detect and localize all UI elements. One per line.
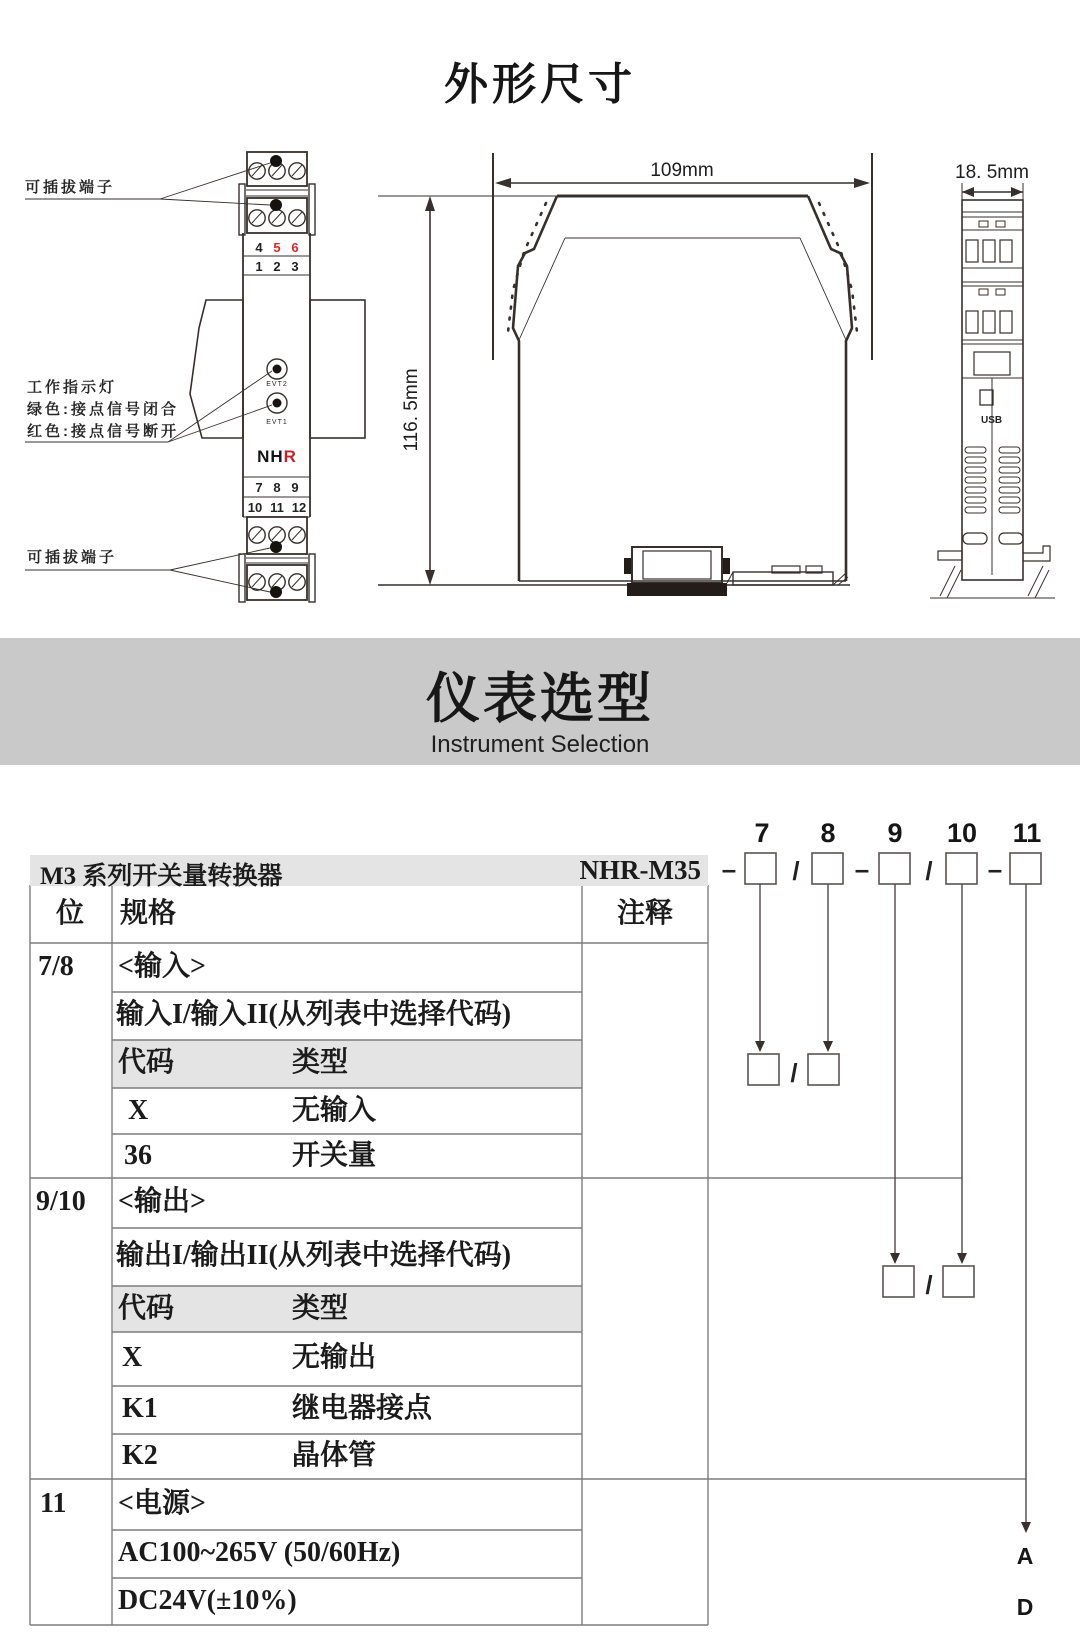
indicator-label-line2: 绿色:接点信号闭合	[27, 401, 179, 418]
digit-label-10: 10	[946, 818, 978, 848]
code-value: K1	[122, 1393, 158, 1424]
digit-label-8: 8	[820, 818, 836, 848]
sub-code-boxes	[748, 1054, 974, 1297]
terminal-numbers-top	[255, 240, 298, 274]
banner-title: 仪表选型	[426, 669, 654, 729]
screw-terminal-icon	[249, 210, 305, 226]
code-separator: /	[925, 856, 933, 886]
code-header: 代码	[118, 1293, 175, 1324]
usb-port	[980, 390, 1002, 426]
power-option: AC100~265V (50/60Hz)	[118, 1537, 401, 1568]
code-separator: /	[792, 856, 800, 886]
page-title: 外形尺寸	[444, 60, 636, 109]
svg-text:116. 5mm: 116. 5mm	[401, 368, 422, 452]
code-separator: –	[721, 854, 737, 884]
power-code-d: D	[1016, 1594, 1034, 1620]
svg-text:3: 3	[291, 259, 299, 274]
screw-terminal-icon	[249, 527, 305, 543]
svg-text:18. 5mm: 18. 5mm	[955, 162, 1029, 183]
indicator-label-line1: 工作指示灯	[27, 379, 118, 396]
digit-label-11: 11	[1012, 818, 1042, 848]
dimension-drawings	[0, 130, 1080, 630]
type-value: 开关量	[292, 1140, 377, 1171]
position-value: 11	[40, 1488, 67, 1519]
type-value: 无输入	[292, 1095, 377, 1126]
model-number: NHR-M35	[579, 855, 701, 885]
indicator-label-line3: 红色:接点信号断开	[27, 423, 179, 440]
svg-text:4: 4	[255, 240, 263, 255]
type-value: 继电器接点	[292, 1393, 433, 1424]
col-header-note: 注释	[617, 898, 674, 929]
svg-text:1: 1	[255, 259, 263, 274]
bottom-terminal-block	[239, 517, 315, 602]
code-value: 36	[124, 1140, 152, 1171]
code-separator: –	[987, 854, 1003, 884]
type-header: 类型	[292, 1047, 349, 1078]
side-view-drawing	[378, 153, 872, 596]
section-heading: <电源>	[118, 1488, 206, 1519]
svg-text:2: 2	[273, 259, 281, 274]
svg-text:8: 8	[273, 480, 281, 495]
code-header: 代码	[118, 1047, 175, 1078]
type-header: 类型	[292, 1293, 349, 1324]
svg-text:12: 12	[291, 500, 307, 515]
svg-text:109mm: 109mm	[650, 160, 714, 181]
code-value: X	[122, 1342, 143, 1373]
col-header-spec: 规格	[120, 898, 177, 929]
svg-text:7: 7	[255, 480, 263, 495]
power-code-a: A	[1016, 1543, 1034, 1569]
col-header-position: 位	[56, 898, 85, 929]
arrow-down-icon	[755, 884, 1031, 1533]
svg-text:10: 10	[247, 500, 263, 515]
code-separator: –	[854, 854, 870, 884]
section-subheading: 输入I/输入II(从列表中选择代码)	[116, 999, 512, 1030]
width-dimension	[495, 160, 870, 188]
series-title: M3 系列开关量转换器	[40, 863, 283, 890]
section-banner	[0, 638, 1080, 765]
banner-subtitle: Instrument Selection	[430, 731, 650, 758]
din-clip-shape	[624, 547, 848, 596]
code-value: X	[128, 1095, 149, 1126]
status-led-icon	[266, 359, 288, 426]
position-value: 9/10	[36, 1186, 86, 1217]
svg-text:EVT2: EVT2	[266, 381, 288, 388]
section-heading: <输入>	[118, 951, 206, 982]
svg-text:5: 5	[273, 240, 281, 255]
svg-text:EVT1: EVT1	[266, 419, 288, 426]
terminal-point-dot	[270, 541, 282, 553]
svg-text:11: 11	[270, 500, 284, 515]
brand-logo: NHR	[257, 447, 297, 466]
end-view-drawing	[930, 162, 1055, 598]
terminal-point-dot	[270, 155, 282, 167]
terminal-point-dot	[270, 586, 282, 598]
top-terminal-block	[239, 152, 315, 235]
digit-label-7: 7	[754, 818, 770, 848]
section-heading: <输出>	[118, 1186, 206, 1217]
section-subheading: 输出I/输出II(从列表中选择代码)	[116, 1240, 512, 1271]
pluggable-terminal-label-bottom: 可插拔端子	[27, 549, 118, 566]
svg-text:USB: USB	[981, 415, 1003, 426]
code-value: K2	[122, 1440, 158, 1471]
terminal-point-dot	[270, 199, 282, 211]
depth-dimension	[955, 162, 1029, 202]
svg-text:9: 9	[291, 480, 299, 495]
type-value: 无输出	[292, 1342, 377, 1373]
sub-code-slash: /	[925, 1270, 933, 1300]
svg-text:6: 6	[291, 240, 299, 255]
front-view-drawing	[25, 152, 365, 602]
height-dimension	[378, 196, 850, 585]
series-title-bar	[30, 855, 708, 890]
sub-code-slash: /	[790, 1058, 798, 1088]
position-value: 7/8	[38, 951, 74, 982]
pluggable-terminal-label-top: 可插拔端子	[25, 179, 116, 196]
power-option: DC24V(±10%)	[118, 1585, 297, 1616]
digit-label-9: 9	[887, 818, 903, 848]
type-value: 晶体管	[292, 1440, 377, 1471]
